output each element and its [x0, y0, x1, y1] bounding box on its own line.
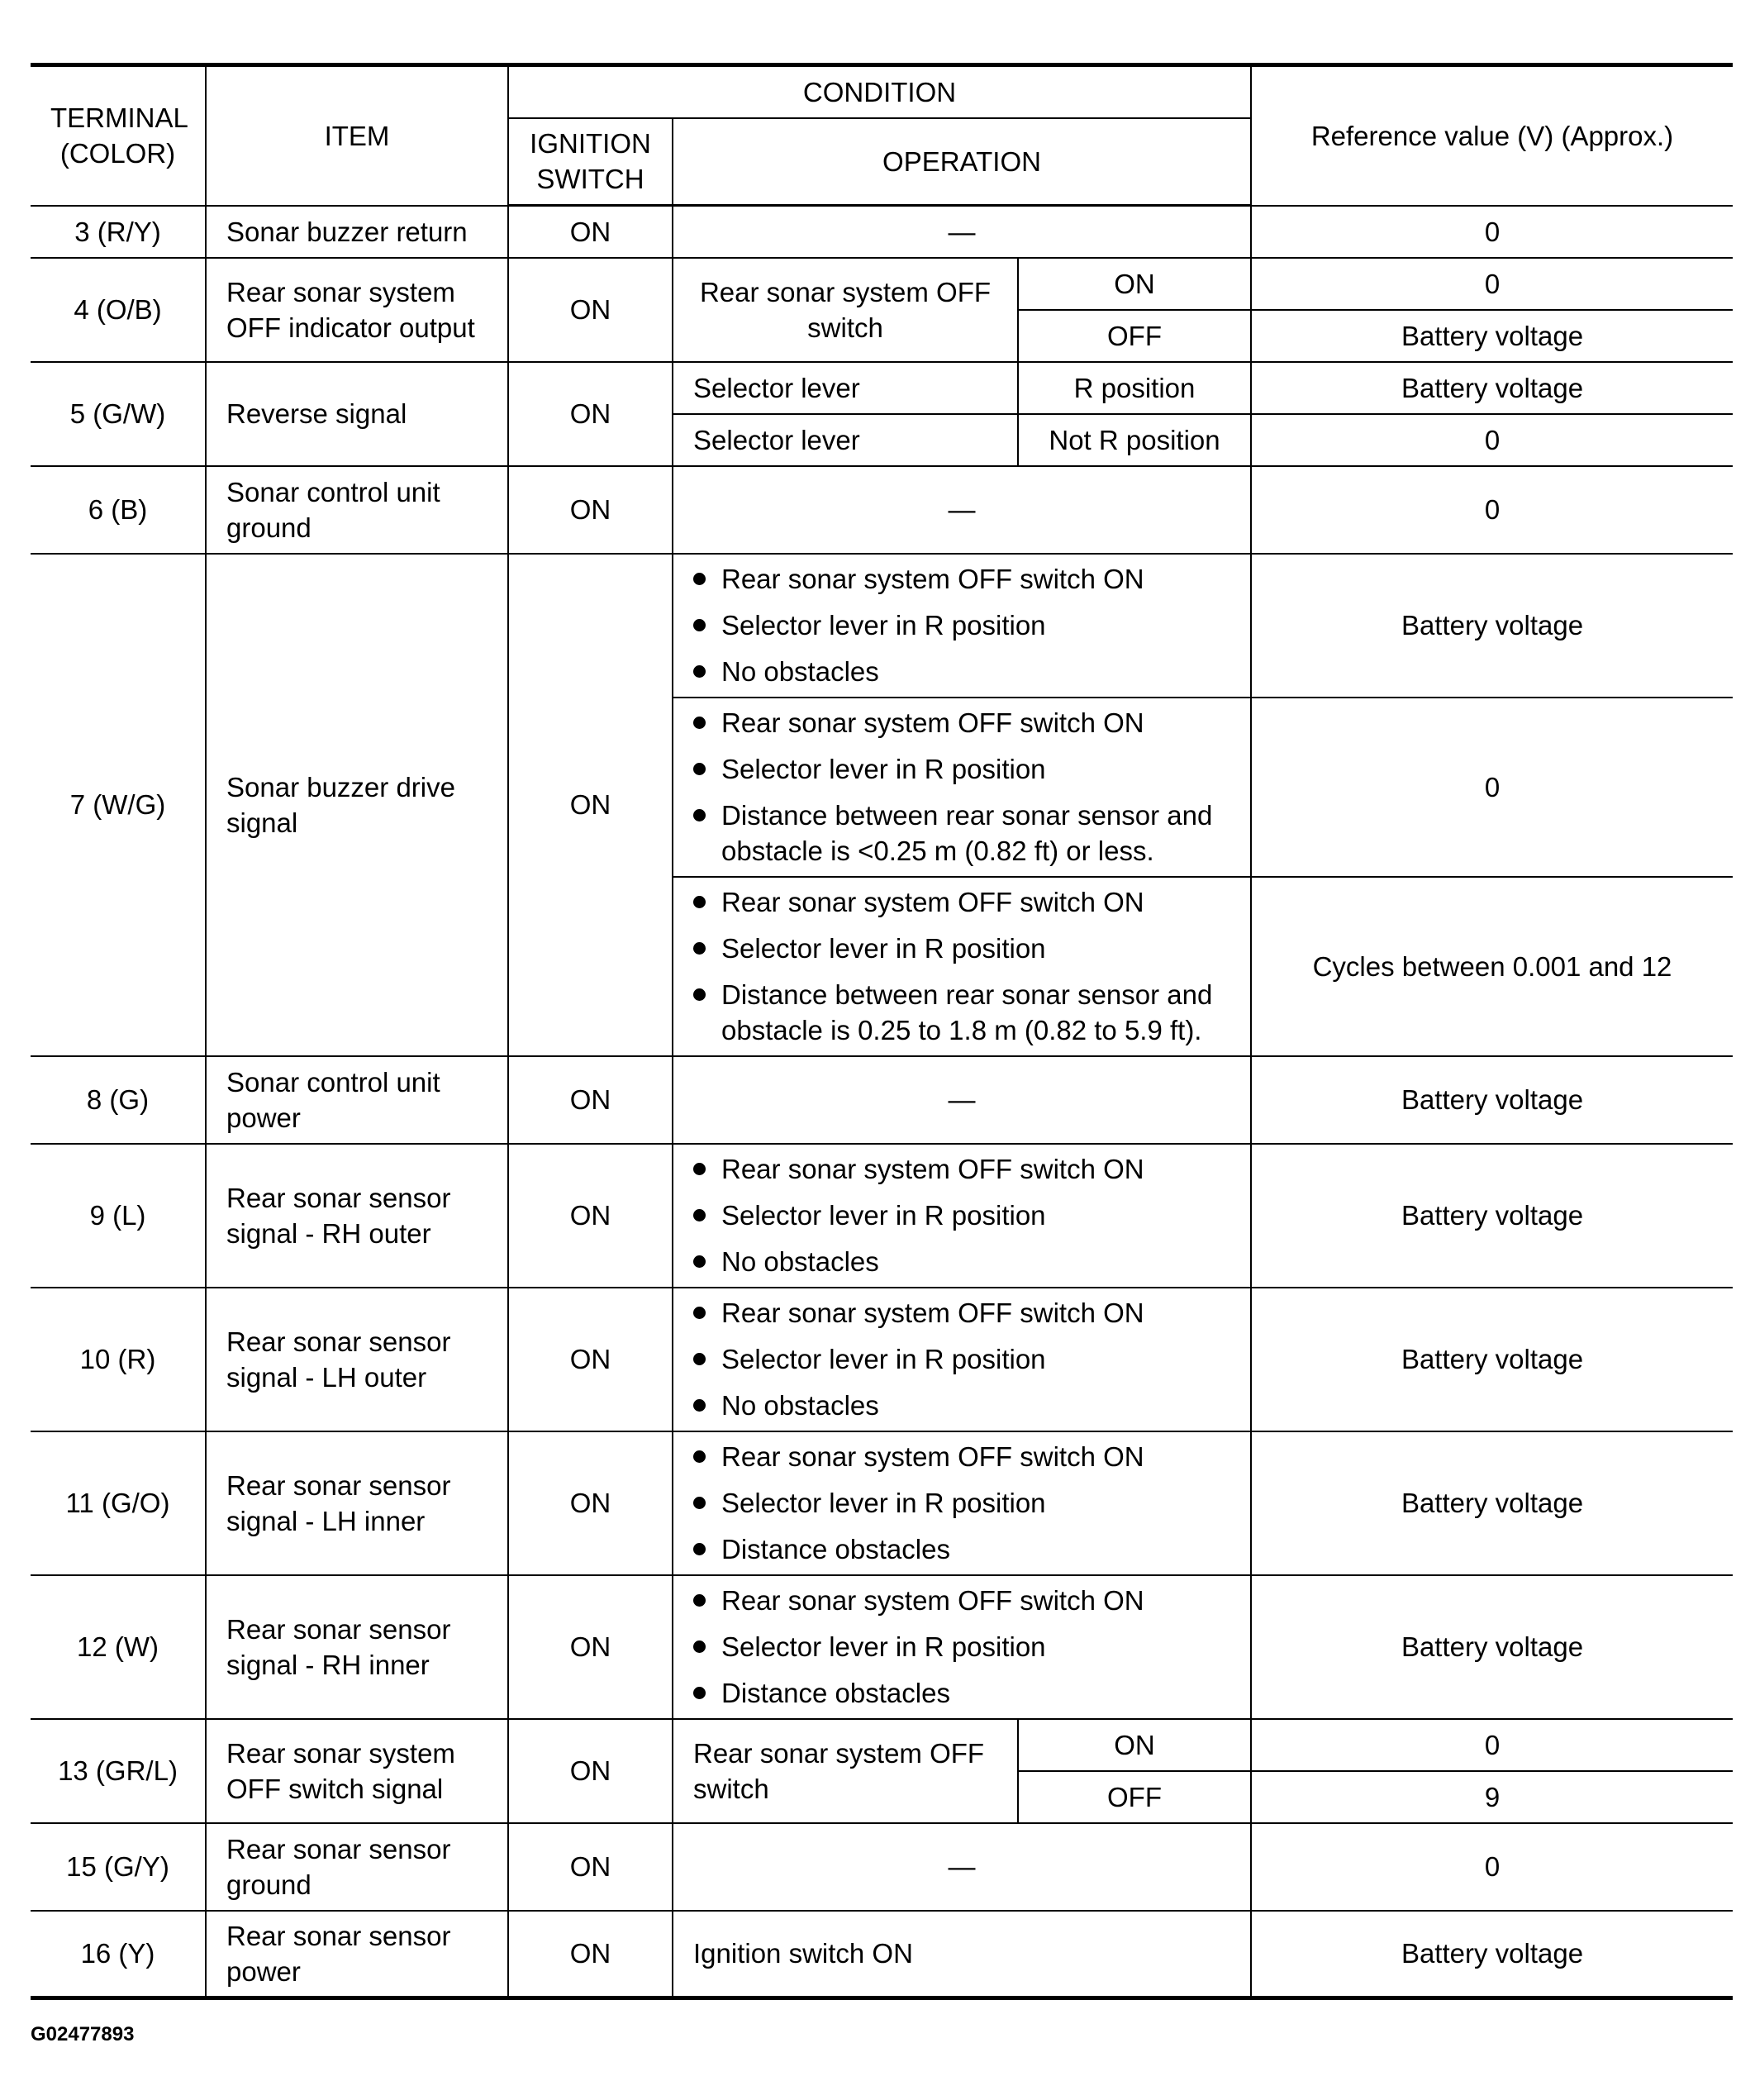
reference-cell: 0	[1251, 698, 1733, 877]
operation-cell: —	[673, 1823, 1251, 1911]
operation-cell	[673, 1575, 1251, 1719]
reference-cell: Battery voltage	[1251, 1431, 1733, 1575]
operation-cell: Selector lever	[673, 414, 1018, 466]
reference-cell: Cycles between 0.001 and 12	[1251, 877, 1733, 1056]
ignition-cell: ON	[508, 206, 673, 258]
table-row	[31, 1144, 1733, 1288]
operation-cell: —	[673, 206, 1251, 258]
operation-cell: Rear sonar system OFF switch	[673, 258, 1018, 362]
terminal-cell: 6 (B)	[31, 466, 206, 554]
reference-cell: 0	[1251, 206, 1733, 258]
list-item: Rear sonar system OFF switch ON	[693, 884, 1230, 920]
ignition-cell: ON	[508, 1056, 673, 1144]
table-row	[31, 258, 1733, 310]
list-item: Rear sonar system OFF switch ON	[693, 1295, 1230, 1331]
ignition-cell: ON	[508, 554, 673, 1056]
reference-cell: 0	[1251, 414, 1733, 466]
condition-list	[693, 1151, 1230, 1279]
list-item: Distance obstacles	[693, 1531, 1230, 1567]
list-item: Selector lever in R position	[693, 607, 1230, 643]
table-row	[31, 1719, 1733, 1771]
terminal-cell: 10 (R)	[31, 1288, 206, 1431]
ignition-cell: ON	[508, 1575, 673, 1719]
item-cell: Sonar buzzer drive signal	[206, 554, 508, 1056]
reference-cell: 9	[1251, 1771, 1733, 1823]
reference-cell: 0	[1251, 466, 1733, 554]
terminal-cell: 9 (L)	[31, 1144, 206, 1288]
terminal-cell: 4 (O/B)	[31, 258, 206, 362]
terminal-cell: 11 (G/O)	[31, 1431, 206, 1575]
reference-cell: Battery voltage	[1251, 1056, 1733, 1144]
ignition-cell: ON	[508, 466, 673, 554]
operation-cell	[673, 1431, 1251, 1575]
list-item: No obstacles	[693, 1244, 1230, 1279]
header-row	[31, 65, 1733, 118]
terminal-cell: 13 (GR/L)	[31, 1719, 206, 1823]
operation-cell: —	[673, 466, 1251, 554]
condition-list	[693, 1583, 1230, 1711]
ignition-cell: ON	[508, 1719, 673, 1823]
reference-cell: 0	[1251, 258, 1733, 310]
terminal-cell: 16 (Y)	[31, 1911, 206, 1998]
list-item: Rear sonar system OFF switch ON	[693, 705, 1230, 740]
condition-list	[693, 1439, 1230, 1567]
terminal-cell: 7 (W/G)	[31, 554, 206, 1056]
item-cell: Rear sonar sensor ground	[206, 1823, 508, 1911]
list-item-line: obstacle is <0.25 m (0.82 ft) or less.	[721, 836, 1154, 866]
item-cell: Rear sonar sensor signal - LH outer	[206, 1288, 508, 1431]
header-ignition-switch: IGNITION SWITCH	[508, 118, 673, 206]
figure-id: G02477893	[31, 2023, 135, 2045]
operation-cell	[673, 877, 1251, 1056]
list-item: Rear sonar system OFF switch ON	[693, 1151, 1230, 1187]
terminal-table	[31, 63, 1733, 2000]
terminal-cell: 3 (R/Y)	[31, 206, 206, 258]
list-item-line: obstacle is 0.25 to 1.8 m (0.82 to 5.9 ft).	[721, 1015, 1202, 1045]
header-terminal: TERMINAL (COLOR)	[31, 65, 206, 206]
item-cell: Rear sonar system OFF switch signal	[206, 1719, 508, 1823]
reference-cell: Battery voltage	[1251, 1288, 1733, 1431]
item-cell: Rear sonar sensor power	[206, 1911, 508, 1998]
condition-list	[693, 705, 1230, 869]
item-cell: Rear sonar sensor signal - RH outer	[206, 1144, 508, 1288]
header-reference: Reference value (V) (Approx.)	[1251, 65, 1733, 206]
ignition-cell: ON	[508, 362, 673, 466]
reference-cell: Battery voltage	[1251, 1911, 1733, 1998]
terminal-cell: 8 (G)	[31, 1056, 206, 1144]
list-item: No obstacles	[693, 654, 1230, 689]
ignition-cell: ON	[508, 1288, 673, 1431]
sub-condition-cell: Not R position	[1018, 414, 1251, 466]
list-item: Selector lever in R position	[693, 1485, 1230, 1521]
list-item-line: Distance between rear sonar sensor and	[721, 800, 1213, 831]
list-item	[693, 977, 1230, 1048]
list-item: Selector lever in R position	[693, 931, 1230, 966]
table-row	[31, 1431, 1733, 1575]
operation-cell	[673, 1288, 1251, 1431]
operation-cell: Ignition switch ON	[673, 1911, 1251, 1998]
reference-cell: Battery voltage	[1251, 554, 1733, 698]
sub-condition-cell: OFF	[1018, 310, 1251, 362]
terminal-cell: 15 (G/Y)	[31, 1823, 206, 1911]
item-cell: Reverse signal	[206, 362, 508, 466]
item-cell: Sonar control unit power	[206, 1056, 508, 1144]
table-row	[31, 1056, 1733, 1144]
list-item: Selector lever in R position	[693, 751, 1230, 787]
list-item: Selector lever in R position	[693, 1198, 1230, 1233]
operation-cell	[673, 1144, 1251, 1288]
table-row	[31, 1823, 1733, 1911]
terminal-cell: 5 (G/W)	[31, 362, 206, 466]
sub-condition-cell: R position	[1018, 362, 1251, 414]
condition-list	[693, 561, 1230, 689]
operation-cell: —	[673, 1056, 1251, 1144]
reference-cell: 0	[1251, 1719, 1733, 1771]
table-row	[31, 1911, 1733, 1998]
reference-cell: Battery voltage	[1251, 1144, 1733, 1288]
sub-condition-cell: ON	[1018, 1719, 1251, 1771]
header-operation: OPERATION	[673, 118, 1251, 206]
ignition-cell: ON	[508, 258, 673, 362]
operation-cell	[673, 554, 1251, 698]
condition-list	[693, 884, 1230, 1048]
ignition-cell: ON	[508, 1431, 673, 1575]
reference-cell: Battery voltage	[1251, 362, 1733, 414]
sub-condition-cell: ON	[1018, 258, 1251, 310]
reference-cell: Battery voltage	[1251, 310, 1733, 362]
header-condition: CONDITION	[508, 65, 1251, 118]
operation-cell: Selector lever	[673, 362, 1018, 414]
reference-cell: 0	[1251, 1823, 1733, 1911]
table-row	[31, 362, 1733, 414]
list-item-line: Distance between rear sonar sensor and	[721, 979, 1213, 1010]
ignition-cell: ON	[508, 1823, 673, 1911]
operation-cell	[673, 698, 1251, 877]
table-row	[31, 206, 1733, 258]
header-item: ITEM	[206, 65, 508, 206]
list-item: Rear sonar system OFF switch ON	[693, 561, 1230, 597]
list-item: Rear sonar system OFF switch ON	[693, 1583, 1230, 1618]
list-item: Rear sonar system OFF switch ON	[693, 1439, 1230, 1474]
ignition-cell: ON	[508, 1144, 673, 1288]
terminal-cell: 12 (W)	[31, 1575, 206, 1719]
list-item: No obstacles	[693, 1388, 1230, 1423]
table-row	[31, 1288, 1733, 1431]
table-row	[31, 466, 1733, 554]
ignition-cell: ON	[508, 1911, 673, 1998]
item-cell: Rear sonar system OFF indicator output	[206, 258, 508, 362]
condition-list	[693, 1295, 1230, 1423]
table-row	[31, 554, 1733, 698]
item-cell: Rear sonar sensor signal - RH inner	[206, 1575, 508, 1719]
list-item: Selector lever in R position	[693, 1341, 1230, 1377]
operation-cell: Rear sonar system OFF switch	[673, 1719, 1018, 1823]
list-item	[693, 798, 1230, 869]
sub-condition-cell: OFF	[1018, 1771, 1251, 1823]
list-item: Distance obstacles	[693, 1675, 1230, 1711]
list-item: Selector lever in R position	[693, 1629, 1230, 1664]
reference-cell: Battery voltage	[1251, 1575, 1733, 1719]
item-cell: Sonar control unit ground	[206, 466, 508, 554]
item-cell: Rear sonar sensor signal - LH inner	[206, 1431, 508, 1575]
table-row	[31, 1575, 1733, 1719]
item-cell: Sonar buzzer return	[206, 206, 508, 258]
